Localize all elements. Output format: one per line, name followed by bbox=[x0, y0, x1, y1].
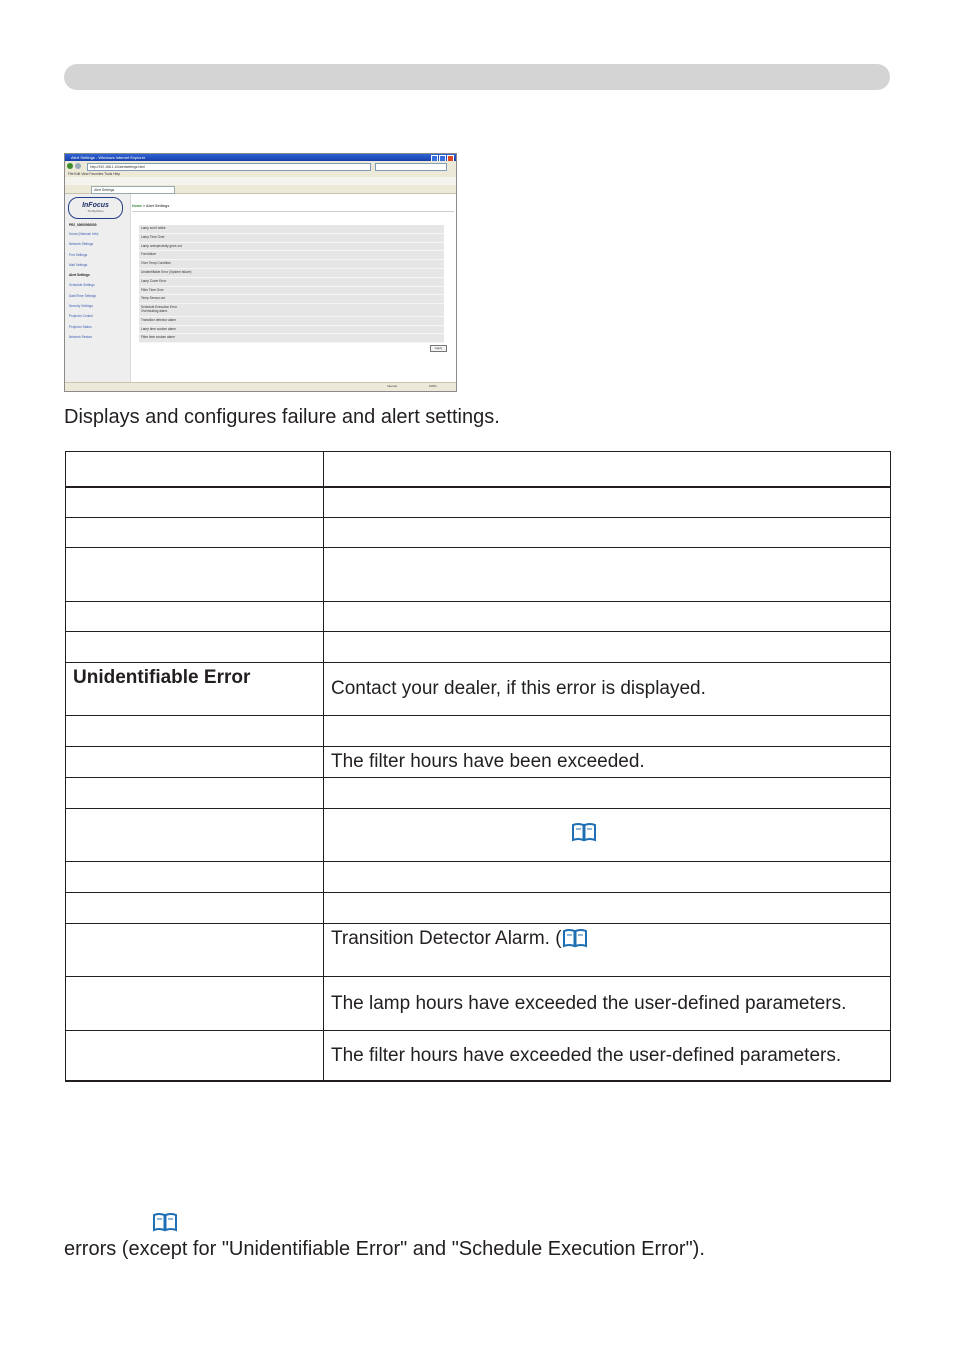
alert-settings-screenshot bbox=[64, 153, 457, 392]
sidebar-item: Home (Network Info) bbox=[69, 232, 99, 236]
apply-button: Apply bbox=[430, 345, 447, 352]
section-header-bar bbox=[64, 64, 890, 90]
table-cell-item bbox=[66, 452, 324, 486]
status-zone: Internet bbox=[387, 384, 398, 388]
web-content bbox=[132, 194, 454, 383]
alarm-item: Filter time custom alarm bbox=[139, 334, 444, 343]
table-cell-item bbox=[66, 893, 324, 923]
web-sidebar bbox=[65, 194, 131, 383]
table-cell-description bbox=[324, 716, 890, 746]
error-item: Lamp unexpectedly goes out bbox=[139, 243, 444, 252]
table-cell-description: The filter hours have exceeded the user-defined parameters. bbox=[331, 1045, 842, 1066]
table-cell-item bbox=[66, 716, 324, 746]
url-field: http://192.168.1.10/alertsettings.html bbox=[87, 163, 371, 171]
table-cell-description bbox=[324, 602, 890, 631]
table-row bbox=[66, 602, 890, 632]
sidebar-item: Security Settings bbox=[69, 304, 93, 309]
error-item: Lamp Cover Error bbox=[139, 278, 444, 287]
alarm-item: Overheating alarm bbox=[139, 308, 444, 317]
table-cell-item bbox=[66, 488, 324, 517]
table-row bbox=[66, 809, 890, 862]
alarm-item: Transition detector alarm bbox=[139, 317, 444, 326]
cell-text: Transition Detector Alarm. ( bbox=[331, 928, 562, 949]
forward-icon bbox=[75, 163, 81, 169]
table-cell-item bbox=[66, 778, 324, 808]
back-icon bbox=[67, 163, 73, 169]
book-icon bbox=[152, 1212, 178, 1237]
error-item: Unidentifiable Error (System failure) bbox=[139, 269, 444, 278]
sidebar-item-current: Alert Settings bbox=[69, 273, 90, 278]
table-row bbox=[66, 977, 890, 1031]
window-titlebar bbox=[65, 154, 456, 161]
table-cell-item bbox=[66, 747, 324, 777]
table-cell-item bbox=[66, 518, 324, 547]
table-row bbox=[66, 747, 890, 778]
alarm-list bbox=[139, 308, 444, 343]
sidebar-item: Port Settings bbox=[69, 252, 88, 257]
error-item: Fan failure bbox=[139, 251, 444, 260]
table-cell-description bbox=[324, 924, 890, 976]
table-cell-description bbox=[324, 452, 890, 486]
sidebar-item: Schedule Settings bbox=[69, 283, 95, 288]
table-cell-item bbox=[66, 1031, 324, 1081]
error-item: Temp Sensor out bbox=[139, 295, 444, 304]
error-item: Over Temp Condition bbox=[139, 260, 444, 269]
table-cell-description bbox=[324, 548, 890, 601]
footnote-text: errors (except for "Unidentifiable Error" and "Schedule Execution Error"). bbox=[64, 1238, 705, 1260]
browser-tab: Alert Settings bbox=[91, 186, 175, 194]
table-row bbox=[66, 663, 890, 716]
table-header-row bbox=[66, 452, 890, 488]
error-item: Lamp Time Over bbox=[139, 234, 444, 243]
divider bbox=[132, 211, 454, 212]
error-item: Filter Time Over bbox=[139, 287, 444, 296]
status-zoom: 100% bbox=[429, 384, 437, 388]
table-row bbox=[66, 778, 890, 809]
table-cell-description bbox=[324, 893, 890, 923]
table-row bbox=[66, 893, 890, 924]
status-bar bbox=[65, 382, 456, 391]
table-cell-description: The lamp hours have exceeded the user-defined parameters. bbox=[331, 992, 847, 1014]
menu-bar: File Edit View Favorites Tools Help bbox=[65, 171, 456, 177]
table-cell-item bbox=[66, 809, 324, 861]
sidebar-item: Projector Control bbox=[69, 314, 93, 319]
table-cell-description bbox=[324, 518, 890, 547]
table-cell-description: The filter hours have been exceeded. bbox=[331, 751, 645, 772]
infocus-logo bbox=[68, 197, 123, 219]
logo-tagline: The Big Picture bbox=[87, 210, 104, 213]
table-cell-description bbox=[324, 809, 890, 861]
table-row bbox=[66, 716, 890, 747]
sidebar-item: Network Settings bbox=[69, 242, 94, 247]
alert-settings-table bbox=[65, 451, 891, 1082]
error-list bbox=[139, 225, 444, 313]
table-row bbox=[66, 632, 890, 663]
table-cell-description bbox=[324, 862, 890, 892]
projector-id: PRJ_00000000000 bbox=[69, 223, 97, 227]
table-cell-item bbox=[66, 924, 324, 976]
book-icon bbox=[562, 928, 588, 954]
table-row bbox=[66, 518, 890, 548]
table-cell-item bbox=[66, 548, 324, 601]
tab-bar bbox=[65, 185, 456, 194]
book-icon bbox=[571, 822, 597, 848]
error-item: Lamp won't strike bbox=[139, 225, 444, 234]
table-cell-item: Unidentifiable Error bbox=[66, 663, 324, 715]
table-row bbox=[66, 548, 890, 602]
table-cell-description bbox=[324, 632, 890, 662]
window-title: Alert Settings - Windows Internet Explorer bbox=[71, 155, 146, 160]
logo-text: InFocus bbox=[82, 202, 109, 209]
table-cell-item bbox=[66, 862, 324, 892]
table-cell-item bbox=[66, 632, 324, 662]
table-row bbox=[66, 924, 890, 977]
table-cell-item bbox=[66, 977, 324, 1030]
sidebar-item: Date/Time Settings bbox=[69, 293, 96, 298]
table-row bbox=[66, 862, 890, 893]
sidebar-item: Mail Settings bbox=[69, 262, 88, 267]
sidebar-item: Network Restart bbox=[69, 334, 92, 339]
breadcrumb: Home > Alert Settings bbox=[132, 204, 170, 208]
table-row bbox=[66, 488, 890, 518]
table-cell-description bbox=[324, 488, 890, 517]
intro-text: Displays and configures failure and alert settings. bbox=[64, 406, 500, 428]
table-cell-description bbox=[324, 778, 890, 808]
sidebar-links bbox=[69, 232, 98, 345]
table-cell-item bbox=[66, 602, 324, 631]
table-cell-description: Contact your dealer, if this error is displayed. bbox=[331, 678, 706, 699]
search-field bbox=[375, 163, 447, 171]
table-row bbox=[66, 1031, 890, 1081]
sidebar-item: Projector Status bbox=[69, 324, 92, 329]
alarm-item: Lamp time custom alarm bbox=[139, 326, 444, 335]
